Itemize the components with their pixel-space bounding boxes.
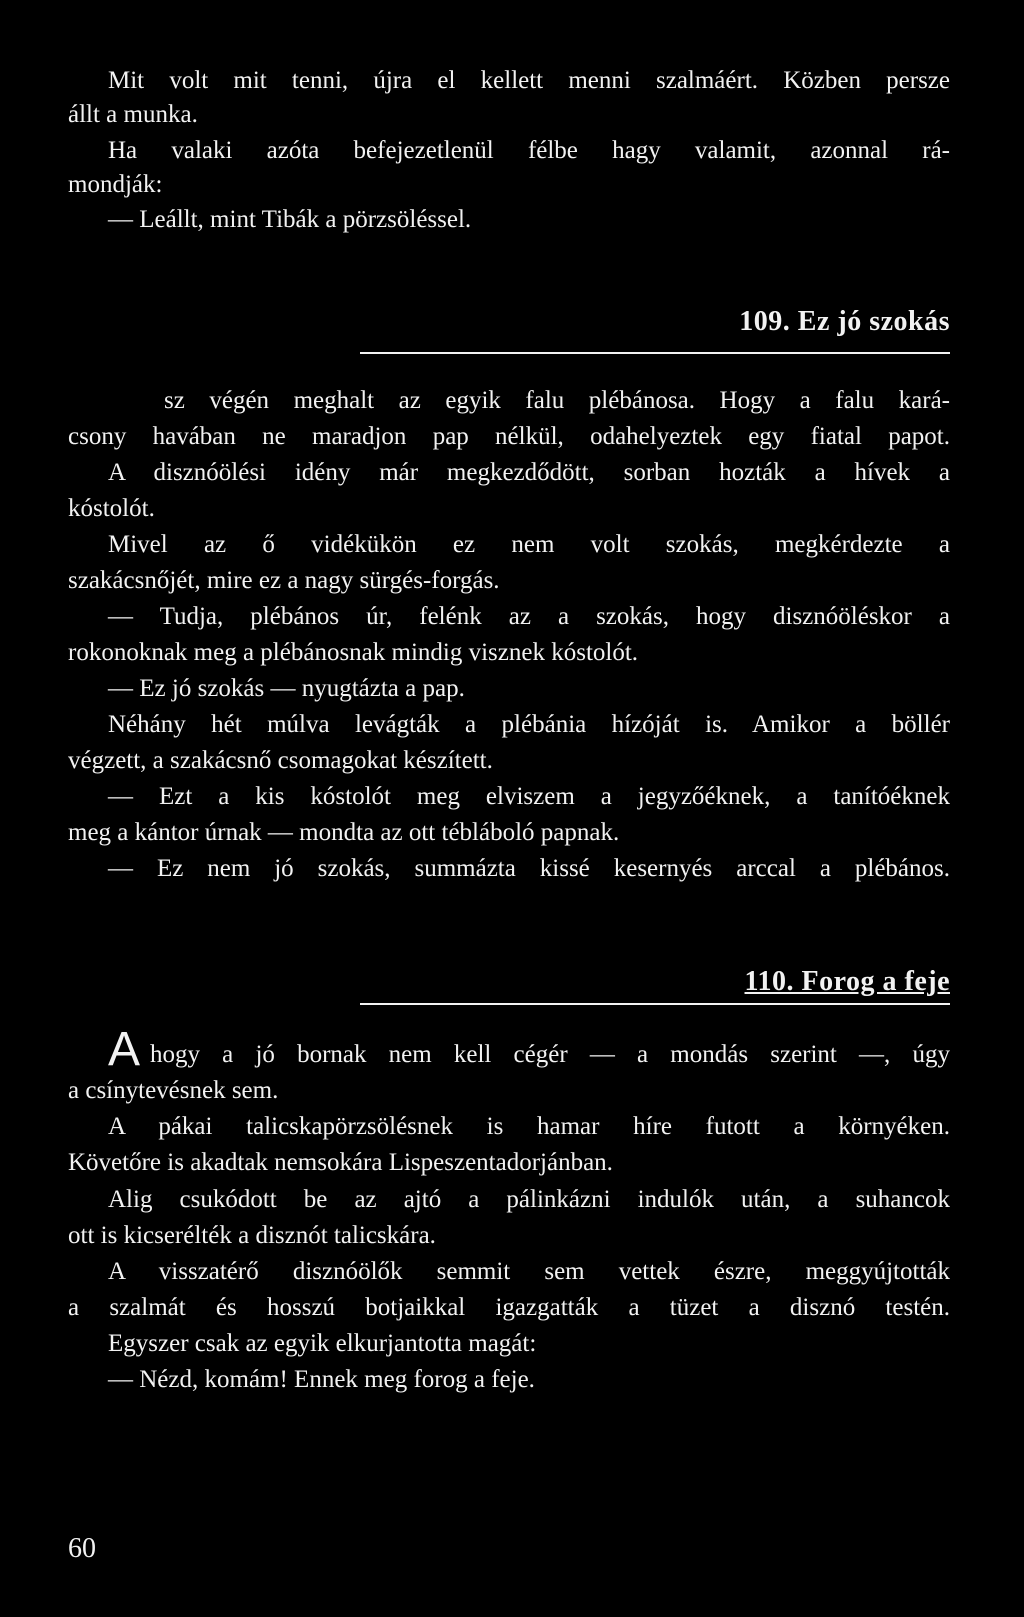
drop-cap: A <box>108 1023 141 1076</box>
section-heading-110: 110. Forog a feje <box>744 966 950 997</box>
text-line: Néhány hét múlva levágták a plébánia hízóját is. Amikor a böllér <box>108 711 950 738</box>
text-line: A pákai talicskapörzsölésnek is hamar híre futott a környéken. <box>108 1113 950 1140</box>
text-line: — Ezt a kis kóstolót meg elviszem a jegyzőéknek, a tanítóéknek <box>108 783 950 810</box>
text-line: Követőre is akadtak nemsokára Lispeszentadorjánban. <box>68 1149 613 1176</box>
text-line: végzett, a szakácsnő csomagokat készített. <box>68 747 493 774</box>
text-line: sz végén meghalt az egyik falu plébánosa. Hogy a falu kará- <box>164 387 950 414</box>
text-line: a szalmát és hosszú botjaikkal igazgatták a tüzet a disznó testén. <box>68 1294 950 1321</box>
text-line: — Nézd, komám! Ennek meg forog a feje. <box>108 1366 535 1393</box>
text-line: hogy a jó bornak nem kell cégér — a mondás szerint —, úgy <box>150 1041 950 1068</box>
text-line: — Ez nem jó szokás, summázta kissé kesernyés arccal a plébános. <box>108 855 950 882</box>
section-heading-109: 109. Ez jó szokás <box>739 306 950 337</box>
text-line: csony havában ne maradjon pap nélkül, odahelyeztek egy fiatal papot. <box>68 423 950 450</box>
text-line: kóstolót. <box>68 495 155 522</box>
text-line: rokonoknak meg a plébánosnak mindig visznek kóstolót. <box>68 639 639 666</box>
text-line: A visszatérő disznóölők semmit sem vettek észre, meggyújtották <box>108 1258 950 1285</box>
text-line: a csínytevésnek sem. <box>68 1077 279 1104</box>
text-line: Mivel az ő vidékükön ez nem volt szokás, megkérdezte a <box>108 531 950 558</box>
text-line: Ha valaki azóta befejezetlenül félbe hagy valamit, azonnal rá- <box>108 137 950 164</box>
text-line: állt a munka. <box>68 101 198 128</box>
text-line: Mit volt mit tenni, újra el kellett menni szalmáért. Közben persze <box>108 67 950 94</box>
text-line: mondják: <box>68 171 163 198</box>
text-line: meg a kántor úrnak — mondta az ott tébláboló papnak. <box>68 819 620 846</box>
page-number: 60 <box>68 1533 96 1564</box>
text-line: — Tudja, plébános úr, felénk az a szokás, hogy disznóöléskor a <box>108 603 950 630</box>
section-rule <box>360 1003 950 1005</box>
section-rule <box>360 352 950 354</box>
text-line: szakácsnőjét, mire ez a nagy sürgés-forgás. <box>68 567 500 594</box>
text-line: A disznóölési idény már megkezdődött, sorban hozták a hívek a <box>108 459 950 486</box>
text-line: ott is kicserélték a disznót talicskára. <box>68 1222 436 1249</box>
text-line: — Ez jó szokás — nyugtázta a pap. <box>108 675 465 702</box>
text-line: Alig csukódott be az ajtó a pálinkázni indulók után, a suhancok <box>108 1186 950 1213</box>
text-line: Egyszer csak az egyik elkurjantotta magát: <box>108 1330 537 1357</box>
text-line: — Leállt, mint Tibák a pörzsöléssel. <box>108 206 472 233</box>
